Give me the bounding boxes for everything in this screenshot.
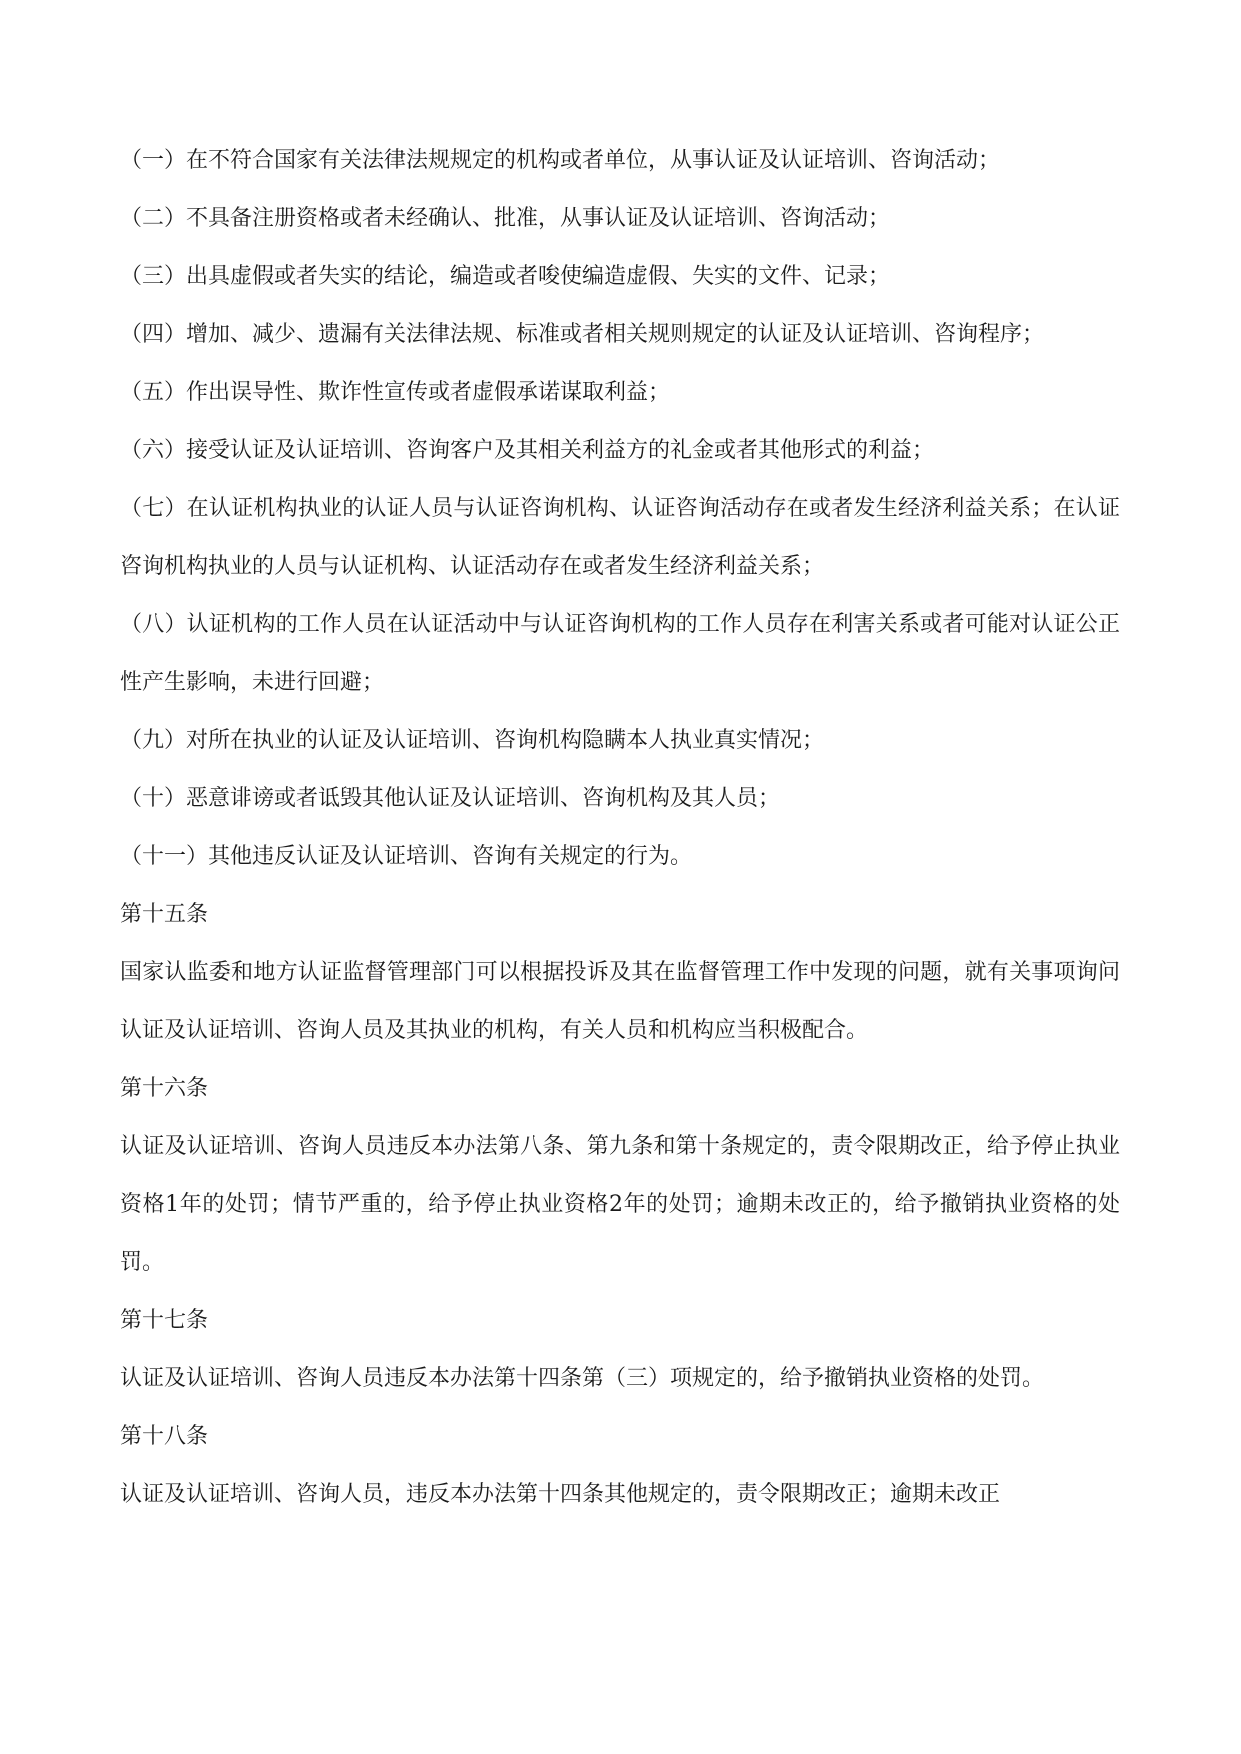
clause-item-6: （六）接受认证及认证培训、咨询客户及其相关利益方的礼金或者其他形式的利益； (120, 438, 935, 463)
clause-item-8: （八）认证机构的工作人员在认证活动中与认证咨询机构的工作人员存在利害关系或者可能对认证公正性产生影响，未进行回避； (120, 612, 1120, 695)
clause-item-10: （十）恶意诽谤或者诋毁其他认证及认证培训、咨询机构及其人员； (120, 786, 781, 811)
article-heading-17: 第十七条 (120, 1308, 209, 1333)
clause-item-1: （一）在不符合国家有关法律法规规定的机构或者单位，从事认证及认证培训、咨询活动； (120, 148, 1001, 173)
article-body-15: 国家认监委和地方认证监督管理部门可以根据投诉及其在监督管理工作中发现的问题，就有关事项询问认证及认证培训、咨询人员及其执业的机构，有关人员和机构应当积极配合。 (120, 960, 1120, 1043)
clause-item-4: （四）增加、减少、遗漏有关法律法规、标准或者相关规则规定的认证及认证培训、咨询程序； (120, 322, 1045, 347)
article-heading-18: 第十八条 (120, 1424, 209, 1449)
document-body (120, 132, 1120, 1524)
article-heading-16: 第十六条 (120, 1076, 209, 1101)
clause-item-3: （三）出具虚假或者失实的结论，编造或者唆使编造虚假、失实的文件、记录； (120, 264, 891, 289)
clause-item-5: （五）作出误导性、欺诈性宣传或者虚假承诺谋取利益； (120, 380, 671, 405)
article-body-16: 认证及认证培训、咨询人员违反本办法第八条、第九条和第十条规定的，责令限期改正，给予停止执业资格1年的处罚；情节严重的，给予停止执业资格2年的处罚；逾期未改正的，给予撤销执业资格的处罚。 (120, 1134, 1120, 1275)
article-body-17: 认证及认证培训、咨询人员违反本办法第十四条第（三）项规定的，给予撤销执业资格的处罚。 (120, 1366, 1045, 1391)
clause-item-2: （二）不具备注册资格或者未经确认、批准，从事认证及认证培训、咨询活动； (120, 206, 891, 231)
article-heading-15: 第十五条 (120, 902, 209, 927)
clause-item-9: （九）对所在执业的认证及认证培训、咨询机构隐瞒本人执业真实情况； (120, 728, 825, 753)
clause-item-7: （七）在认证机构执业的认证人员与认证咨询机构、认证咨询活动存在或者发生经济利益关系；在认证咨询机构执业的人员与认证机构、认证活动存在或者发生经济利益关系； (120, 496, 1120, 579)
clause-item-11: （十一）其他违反认证及认证培训、咨询有关规定的行为。 (120, 844, 693, 869)
article-body-18: 认证及认证培训、咨询人员，违反本办法第十四条其他规定的，责令限期改正；逾期未改正 (120, 1482, 1001, 1507)
